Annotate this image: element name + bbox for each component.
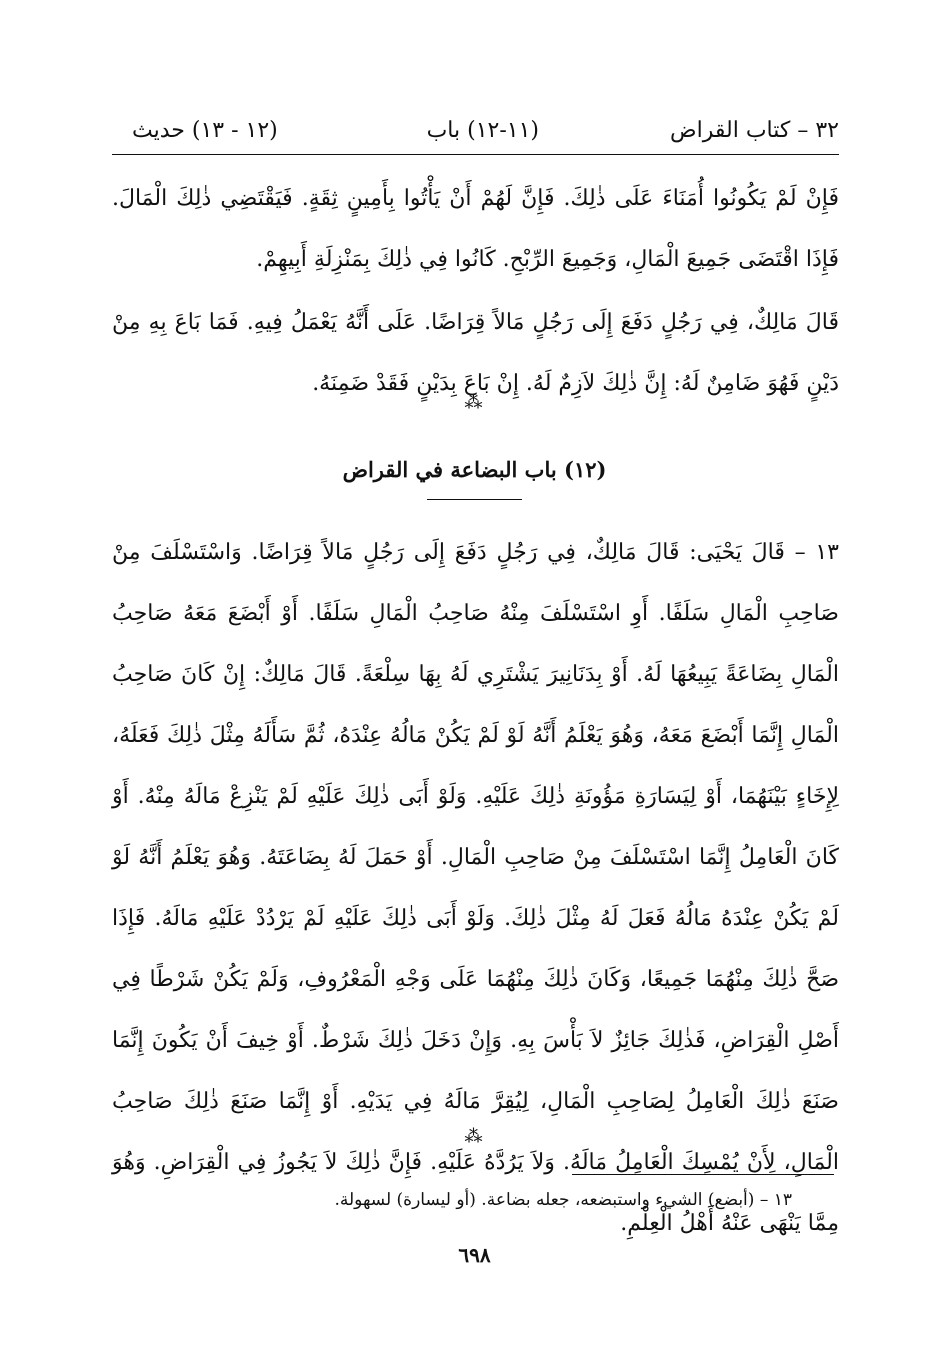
- page-number: ٦٩٨: [458, 1243, 491, 1267]
- footnote: ١٣ – (أبضع) الشيء واستبضعه، جعله بضاعة. (أو ليسارة) لسهولة.: [334, 1190, 792, 1210]
- chapter-heading: (١٢) باب البضاعة في القراض: [342, 457, 607, 482]
- heading-underline: [427, 499, 522, 500]
- paragraph-inheritance: فَإِنْ لَمْ يَكُونُوا أُمَنَاءَ عَلَى ذٰلِكَ. فَإِنَّ لَهُمْ أَنْ يَأْتُوا بِأَمِينٍ ثِقَةٍ. فَيَقْتَضِي ذٰلِكَ الْمَالَ. فَإِذَا اقْتَضَى جَمِيعَ الْمَالِ، وَجَمِيعَ الرِّبْحِ. كَانُوا فِي ذٰلِكَ بِمَنْزِلَةِ أَبِيهِمْ.: [112, 186, 839, 272]
- footnote-divider: [572, 1174, 834, 1175]
- running-header: [112, 108, 839, 155]
- paragraph-debt-sale: قَالَ مَالِكٌ، فِي رَجُلٍ دَفَعَ إِلَى رَجُلٍ مَالاً قِرَاضًا. عَلَى أَنَّهُ يَعْمَلُ فِيهِ. فَمَا بَاعَ بِهِ مِنْ دَيْنٍ فَهُوَ ضَامِنٌ لَهُ: إِنَّ ذٰلِكَ لاَزِمٌ لَهُ. إِنْ بَاعَ بِدَيْنٍ فَقَدْ ضَمِنَهُ.: [112, 310, 839, 396]
- section-ornament: ⁂: [464, 392, 485, 413]
- header-book-title: ٣٢ – كتاب القراض: [670, 118, 839, 143]
- header-chapter-range: (١١-١٢) باب: [426, 118, 539, 143]
- hadith-13-text: ١٣ – قَالَ يَحْيَى: قَالَ مَالِكٌ، فِي رَجُلٍ دَفَعَ إِلَى رَجُلٍ مَالاً قِرَاضًا. وَاسْتَسْلَفَ مِنْ صَاحِبِ الْمَالِ سَلَفًا. أَوِ اسْتَسْلَفَ مِنْهُ صَاحِبُ الْمَالِ سَلَفًا. أَوْ أَبْضَعَ مَعَهُ صَاحِبُ الْمَالِ بِضَاعَةً يَبِيعُهَا لَهُ. أَوْ بِدَنَانِيرَ يَشْتَرِي لَهُ بِهَا سِلْعَةً. قَالَ مَالِكٌ: إِنْ كَانَ صَاحِبُ الْمَالِ إِنَّمَا أَبْضَعَ مَعَهُ، وَهُوَ يَعْلَمُ أَنَّهُ لَوْ لَمْ يَكُنْ مَالُهُ عِنْدَهُ، ثُمَّ سَأَلَهُ مِثْلَ ذٰلِكَ فَعَلَهُ، لِإِخَاءٍ بَيْنَهُمَا، أَوْ لِيَسَارَةِ مَؤُونَةِ ذٰلِكَ عَلَيْهِ. وَلَوْ أَبَى ذٰلِكَ عَلَيْهِ لَمْ يَنْزِعْ مَالَهُ مِنْهُ. أَوْ كَانَ الْعَامِلُ إِنَّمَا اسْتَسْلَفَ مِنْ صَاحِبِ الْمَالِ. أَوْ حَمَلَ لَهُ بِضَاعَتَهُ. وَهُوَ يَعْلَمُ أَنَّهُ لَوْ لَمْ يَكُنْ عِنْدَهُ مَالُهُ فَعَلَ لَهُ مِثْلَ ذٰلِكَ. وَلَوْ أَبَى ذٰلِكَ عَلَيْهِ لَمْ يَرْدُدْ عَلَيْهِ مَالَهُ. فَإِذَا صَحَّ ذٰلِكَ مِنْهُمَا جَمِيعًا، وَكَانَ ذٰلِكَ مِنْهُمَا عَلَى وَجْهِ الْمَعْرُوفِ، وَلَمْ يَكُنْ شَرْطًا فِي أَصْلِ الْقِرَاضِ، فَذٰلِكَ جَائِزٌ لاَ بَأْسَ بِهِ. وَإِنْ دَخَلَ ذٰلِكَ شَرْطٌ. أَوْ خِيفَ أَنْ يَكُونَ إِنَّمَا صَنَعَ ذٰلِكَ الْعَامِلُ لِصَاحِبِ الْمَالِ، لِيُقِرَّ مَالَهُ فِي يَدَيْهِ. أَوْ إِنَّمَا صَنَعَ ذٰلِكَ صَاحِبُ الْمَالِ، لِأَنْ يُمْسِكَ الْعَامِلُ مَالَهُ. وَلاَ يَرُدَّهُ عَلَيْهِ. فَإِنَّ ذٰلِكَ لاَ يَجُوزُ فِي الْقِرَاضِ. وَهُوَ مِمَّا يَنْهَى عَنْهُ أَهْلُ الْعِلْمِ.: [112, 540, 839, 1236]
- section-ornament-end: ⁂: [464, 1126, 485, 1147]
- header-hadith-range: (١٢ - ١٣) حديث: [132, 118, 278, 143]
